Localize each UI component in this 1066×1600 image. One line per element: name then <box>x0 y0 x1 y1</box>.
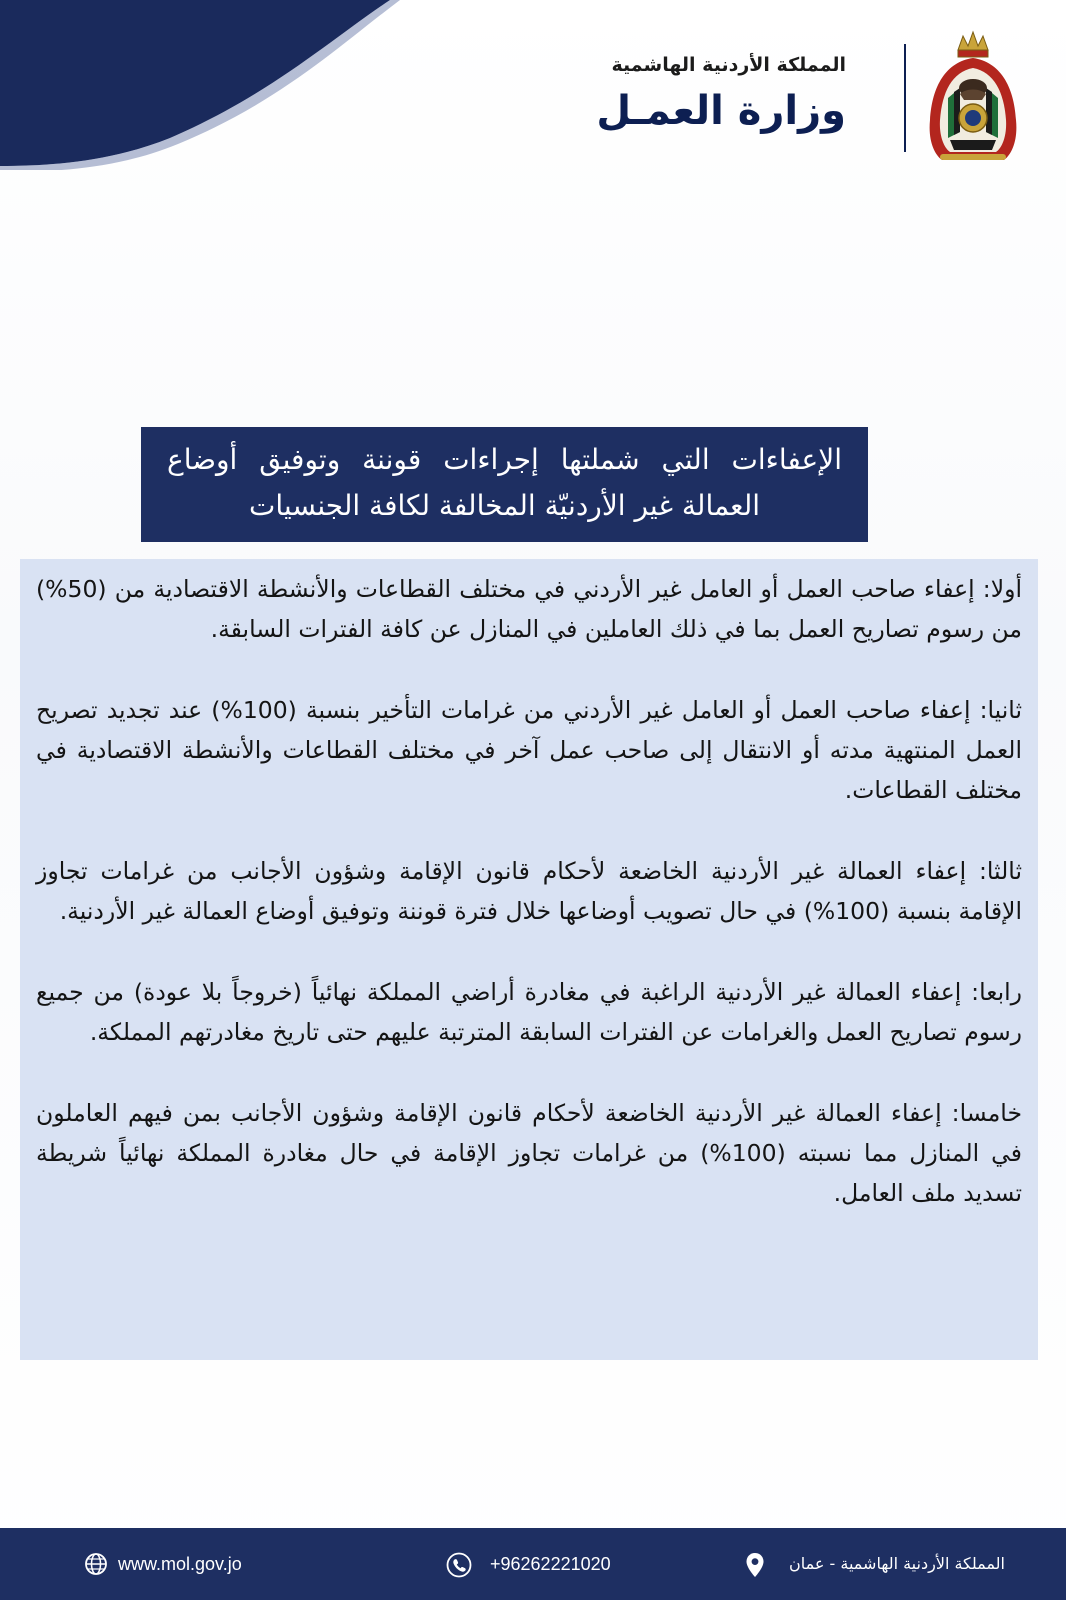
footer-address <box>745 1550 1005 1578</box>
website-text: www.mol.gov.jo <box>118 1554 242 1574</box>
exemptions-list <box>20 559 1038 1360</box>
ministry-logo <box>596 28 1040 168</box>
corner-wave-decoration <box>0 0 400 170</box>
globe-icon <box>84 1552 108 1576</box>
logo-divider <box>904 44 906 152</box>
kingdom-name: المملكة الأردنية الهاشمية <box>611 54 846 76</box>
exemption-item-2: ثانيا: إعفاء صاحب العمل أو العامل غير الأردني من غرامات التأخير بنسبة (100%) عند تجديد تصريح العمل المنتهية مدته أو الانتقال إلى صاحب عمل آخر في مختلف القطاعات والأنشطة الاقتصادية في مختلف القطاعات. <box>36 696 1023 804</box>
phone-text: +96262221020 <box>490 1554 611 1574</box>
coat-of-arms-icon <box>920 28 1026 168</box>
exemption-item-5: خامسا: إعفاء العمالة غير الأردنية الخاضعة لأحكام قانون الإقامة وشؤون الأجانب بمن فيهم العاملون في المنازل مما نسبته (100%) من غرامات تجاوز الإقامة في حال مغادرة المملكة نهائياً شريطة تسديد ملف العامل. <box>36 1099 1022 1207</box>
exemption-item-4: رابعا: إعفاء العمالة غير الأردنية الراغبة في مغادرة أراضي المملكة نهائياً (خروجاً بلا عودة) من جميع رسوم تصاريح العمل والغرامات عن الفترات السابقة المترتبة عليهم حتى تاريخ مغادرتهم المملكة. <box>36 978 1022 1046</box>
ministry-name: وزارة العمـل <box>596 88 846 134</box>
exemption-item-3: ثالثا: إعفاء العمالة غير الأردنية الخاضعة لأحكام قانون الإقامة وشؤون الأجانب من غرامات تجاوز الإقامة بنسبة (100%) في حال تصويب أوضاعها خلال فترة قوننة وتوفيق أوضاع العمالة غير الأردنية. <box>36 857 1022 925</box>
document-title: الإعفاءات التي شملتها إجراءات قوننة وتوفيق أوضاع العمالة غير الأردنيّة المخالفة لكافة الجنسيات <box>141 427 868 542</box>
phone-icon <box>446 1552 472 1578</box>
address-text: المملكة الأردنية الهاشمية - عمان <box>789 1554 1005 1573</box>
location-pin-icon <box>745 1552 765 1578</box>
footer-bar <box>0 1528 1066 1600</box>
exemption-item-1: أولا: إعفاء صاحب العمل أو العامل غير الأردني في مختلف القطاعات والأنشطة الاقتصادية من (50%) من رسوم تصاريح العمل بما في ذلك العاملين في المنازل عن كافة الفترات السابقة. <box>36 575 1022 643</box>
